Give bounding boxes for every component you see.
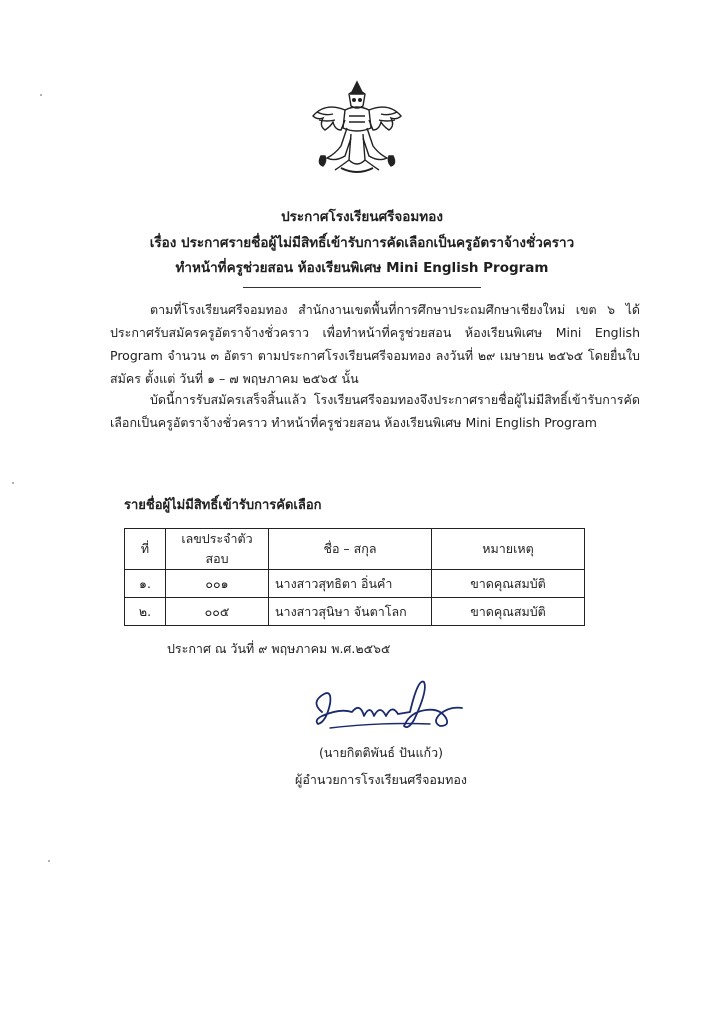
column-header-no: ที่ xyxy=(125,529,166,570)
column-header-remark: หมายเหตุ xyxy=(432,529,585,570)
cell-no: ๑. xyxy=(125,570,166,598)
handwritten-signature xyxy=(300,672,470,742)
body-paragraph-1: ตามที่โรงเรียนศรีจอมทอง สำนักงานเขตพื้นที่การศึกษาประถมศึกษาเชียงใหม่ เขต ๖ ได้ประกาศรับสมัครครูอัตราจ้างชั่วคราว เพื่อทำหน้าที่ครูช่วยสอน ห้องเรียนพิเศษ Mini English Program จำนวน ๓ อัตรา ตามประกาศโรงเรียนศรีจอมทอง ลงวันที่ ๒๙ เมษายน ๒๕๖๕ โดยยื่นใบสมัคร ตั้งแต่ วันที่ ๑ – ๗ พฤษภาคม ๒๕๖๕ นั้น xyxy=(110,302,640,386)
table-row xyxy=(125,598,585,626)
signer-name: (นายกิตติพันธ์ ปันแก้ว) xyxy=(319,745,443,760)
column-header-name: ชื่อ – สกุล xyxy=(269,529,432,570)
cell-exam-id: ๐๐๕ xyxy=(166,598,269,626)
announcement-title: ประกาศโรงเรียนศรีจอมทอง xyxy=(281,209,443,225)
table-row xyxy=(125,570,585,598)
table-header-row xyxy=(125,529,585,570)
scan-speck xyxy=(40,94,42,96)
title-divider xyxy=(243,287,481,288)
column-header-exam-id: เลขประจำตัวสอบ xyxy=(166,529,269,570)
body-paragraph-2: บัดนี้การรับสมัครเสร็จสิ้นแล้ว โรงเรียนศรีจอมทองจึงประกาศรายชื่อผู้ไม่มีสิทธิ์เข้ารับการคัดเลือกเป็นครูอัตราจ้างชั่วคราว ทำหน้าที่ครูช่วยสอน ห้องเรียนพิเศษ Mini English Program xyxy=(110,392,640,430)
cell-no: ๒. xyxy=(125,598,166,626)
cell-exam-id: ๐๐๑ xyxy=(166,570,269,598)
announcement-subject: เรื่อง ประกาศรายชื่อผู้ไม่มีสิทธิ์เข้ารับการคัดเลือกเป็นครูอัตราจ้างชั่วคราว xyxy=(149,235,575,251)
candidate-table xyxy=(124,528,585,626)
scan-speck xyxy=(48,860,50,862)
scan-speck xyxy=(12,482,14,484)
cell-name: นางสาวสุทธิตา อิ่นคำ xyxy=(269,570,432,598)
list-heading: รายชื่อผู้ไม่มีสิทธิ์เข้ารับการคัดเลือก xyxy=(124,498,322,513)
cell-name: นางสาวสุนิษา จันตาโลก xyxy=(269,598,432,626)
signer-position: ผู้อำนวยการโรงเรียนศรีจอมทอง xyxy=(295,772,467,787)
cell-remark: ขาดคุณสมบัติ xyxy=(432,570,585,598)
cell-remark: ขาดคุณสมบัติ xyxy=(432,598,585,626)
garuda-emblem xyxy=(305,76,409,180)
announcement-date: ประกาศ ณ วันที่ ๙ พฤษภาคม พ.ศ.๒๕๖๕ xyxy=(167,641,391,656)
announcement-subject-line2: ทำหน้าที่ครูช่วยสอน ห้องเรียนพิเศษ Mini English Program xyxy=(175,260,549,276)
